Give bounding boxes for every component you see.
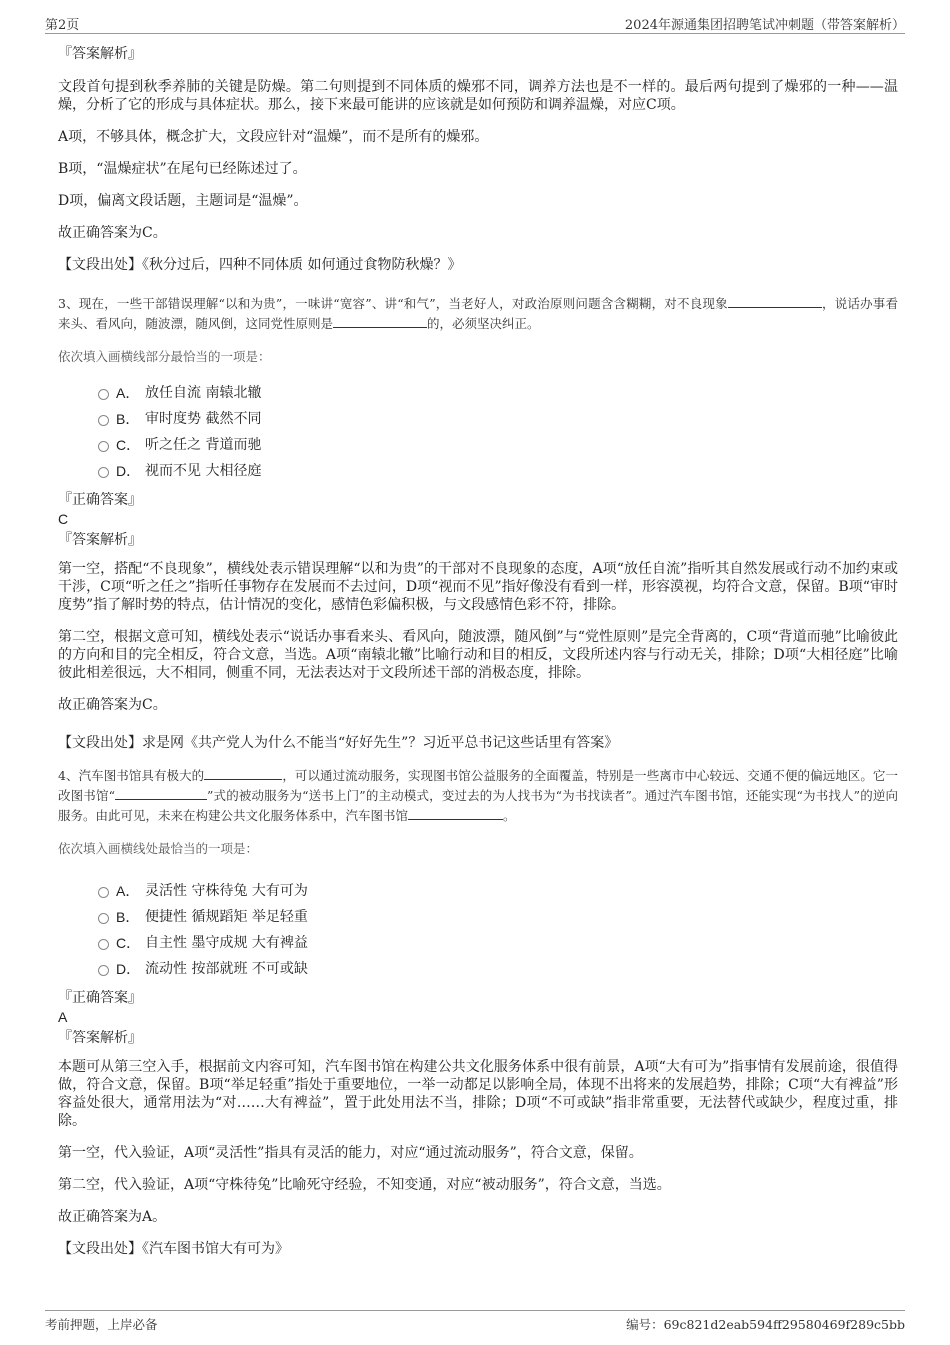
document-title: 2024年源通集团招聘笔试冲刺题（带答案解析） [624, 18, 905, 33]
option-c[interactable]: C． 听之任之 背道而驰 [98, 432, 898, 458]
answer-blank [408, 806, 503, 820]
correct-answer-value: C [58, 511, 69, 527]
answer-blank [115, 786, 207, 800]
analysis-paragraph: 第二空，根据文意可知，横线处表示“说话办事看来头、看风向，随波漂，随风倒”与“党性原则”是完全背离的，C项“背道而驰”比喻彼此的方向和目的完全相反，符合文意，当选。A项“南辕北辙”比喻行动和目的相反，文段所述内容与行动无关，排除；D项“大相径庭”比喻彼此相差很远，大不相同，侧重不同，无法表达对于文段所述干部的消极态度，排除。 [58, 629, 898, 681]
analysis-paragraph: 第二空，代入验证，A项“守株待兔”比喻死守经验，不知变通，对应“被动服务”，符合文意，当选。 [58, 1177, 671, 1193]
footer-slogan: 考前押题，上岸必备 [45, 1317, 158, 1332]
option-a[interactable]: A． 放任自流 南辕北辙 [98, 380, 898, 406]
radio-button-icon[interactable] [98, 389, 109, 400]
option-d[interactable]: D． 流动性 按部就班 不可或缺 [98, 956, 898, 982]
radio-button-icon[interactable] [98, 887, 109, 898]
answer-blank [333, 314, 427, 328]
source-citation: 【文段出处】《汽车图书馆大有可为》 [58, 1241, 289, 1257]
conclusion-text: 故正确答案为C。 [58, 697, 167, 713]
question-4-options [98, 878, 898, 982]
answer-blank [728, 294, 822, 308]
answer-blank [204, 766, 282, 780]
correct-answer-label: 『正确答案』 [58, 990, 142, 1006]
question-prompt: 依次填入画横线处最恰当的一项是： [58, 841, 259, 856]
option-b[interactable]: B． 审时度势 截然不同 [98, 406, 898, 432]
conclusion-text: 故正确答案为A。 [58, 1209, 167, 1225]
page-content [58, 44, 898, 1258]
page-header [45, 12, 905, 34]
option-c[interactable]: C． 自主性 墨守成规 大有裨益 [98, 930, 898, 956]
question-4-text: 4、汽车图书馆具有极大的 ，可以通过流动服务，实现图书馆公益服务的全面覆盖，特别是一些离市中心较远、交通不便的偏远地区。它一改图书馆“ ”式的被动服务为“送书上门”的主动模式，变过去的为人找书为“为书找读者”。通过汽车图书馆，还能实现“为书找人”的逆向服务。由此可见，未来在构建公共文化服务体系中，汽车图书馆 。 [58, 768, 898, 823]
analysis-paragraph: B项，“温燥症状”在尾句已经陈述过了。 [58, 161, 307, 177]
analysis-paragraph: 第一空，搭配“不良现象”，横线处表示错误理解“以和为贵”的干部对不良现象的态度，A项“放任自流”指听其自然发展或行动不加约束或干涉，C项“听之任之”指听任事物存在发展而不去过问，D项“视而不见”指好像没有看到一样，形容漠视，均符合文意，保留。B项“审时度势”指了解时势的特点，估计情况的变化，感情色彩偏积极，与文段感情色彩不符，排除。 [58, 561, 898, 613]
correct-answer-label: 『正确答案』 [58, 492, 142, 508]
analysis-paragraph: 本题可从第三空入手，根据前文内容可知，汽车图书馆在构建公共文化服务体系中很有前景，A项“大有可为”指事情有发展前途，很值得做，符合文意，保留。B项“举足轻重”指处于重要地位，一举一动都足以影响全局，体现不出将来的发展趋势，排除；C项“大有裨益”形容益处很大，通常用法为“对……大有裨益”，置于此处用法不当，排除；D项“不可或缺”指非常重要，无法替代或缺少，程度过重，排除。 [58, 1059, 898, 1129]
option-d[interactable]: D． 视而不见 大相径庭 [98, 458, 898, 484]
analysis-paragraph: 文段首句提到秋季养肺的关键是防燥。第二句则提到不同体质的燥邪不同，调养方法也是不一样的。最后两句提到了燥邪的一种——温燥，分析了它的形成与具体症状。那么，接下来最可能讲的应该就是如何预防和调养温燥，对应C项。 [58, 79, 898, 113]
radio-button-icon[interactable] [98, 441, 109, 452]
analysis-label: 『答案解析』 [58, 532, 142, 548]
source-citation: 【文段出处】《秋分过后，四种不同体质 如何通过食物防秋燥？》 [58, 257, 462, 273]
radio-button-icon[interactable] [98, 467, 109, 478]
question-3-options [98, 380, 898, 484]
option-b[interactable]: B． 便捷性 循规蹈矩 举足轻重 [98, 904, 898, 930]
analysis-paragraph: A项，不够具体，概念扩大，文段应针对“温燥”，而不是所有的燥邪。 [58, 129, 489, 145]
radio-button-icon[interactable] [98, 939, 109, 950]
radio-button-icon[interactable] [98, 415, 109, 426]
radio-button-icon[interactable] [98, 965, 109, 976]
source-citation: 【文段出处】求是网《共产党人为什么不能当“好好先生”？习近平总书记这些话里有答案》 [58, 735, 619, 751]
page-number: 第2页 [45, 18, 80, 33]
correct-answer-value: A [58, 1009, 68, 1025]
conclusion-text: 故正确答案为C。 [58, 225, 167, 241]
question-prompt: 依次填入画横线部分最恰当的一项是： [58, 349, 271, 364]
analysis-label: 『答案解析』 [58, 1030, 142, 1046]
analysis-paragraph: 第一空，代入验证，A项“灵活性”指具有灵活的能力，对应“通过流动服务”，符合文意，保留。 [58, 1145, 643, 1161]
radio-button-icon[interactable] [98, 913, 109, 924]
page-footer [45, 1310, 905, 1334]
option-a[interactable]: A． 灵活性 守株待兔 大有可为 [98, 878, 898, 904]
analysis-label: 『答案解析』 [58, 46, 142, 62]
document-code: 编号：69c821d2eab594ff29580469f289c5bb [626, 1317, 905, 1332]
question-3-text: 3、现在，一些干部错误理解“以和为贵”，一味讲“宽容”、讲“和气”，当老好人，对政治原则问题含含糊糊，对不良现象 ，说话办事看来头、看风向，随波漂，随风倒，这同党性原则是 的，必须坚决纠正。 [58, 296, 898, 331]
analysis-paragraph: D项，偏离文段话题，主题词是“温燥”。 [58, 193, 308, 209]
